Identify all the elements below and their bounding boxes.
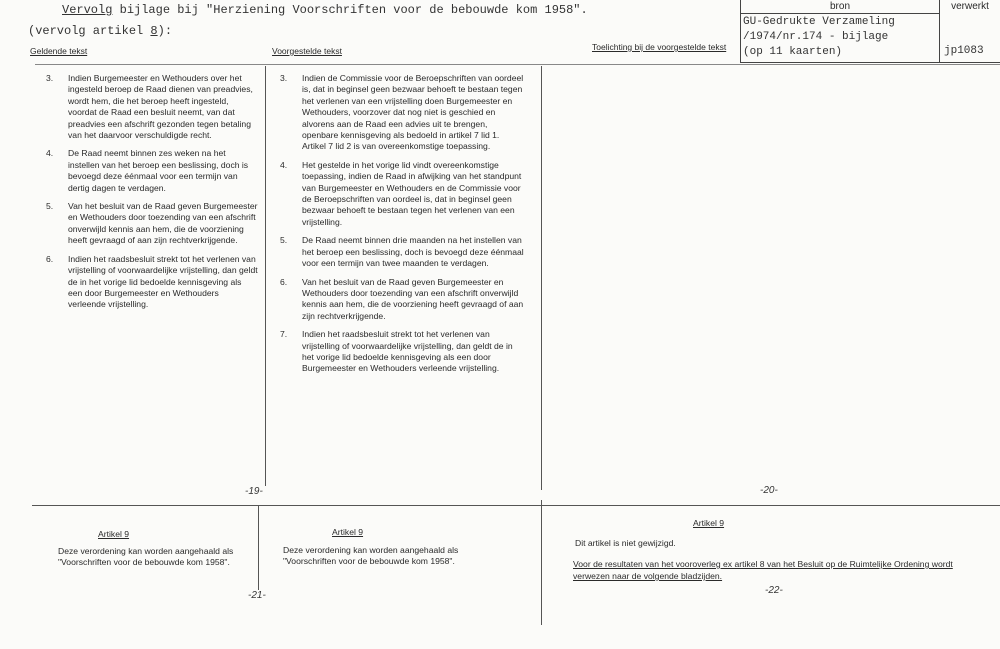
paragraph [46, 148, 258, 194]
title-rest: bijlage bij "Herziening Voorschriften voor de bebouwde kom 1958". [112, 3, 588, 17]
col-heading-proposed: Voorgestelde tekst [272, 46, 342, 56]
paragraph [280, 73, 524, 153]
current-text-column [46, 73, 258, 318]
divider [32, 505, 1000, 506]
bron-line: (op 11 kaarten) [743, 46, 843, 58]
paragraph-text: Het gestelde in het vorige lid vindt overeenkomstige toepassing, indien de Raad in afwijking van het standpunt van Burgemeester en Wethouders en de Commissie voor de Beroepschriften van oordeel is, dat in beginsel geen bezwaar behoeft te bestaan tegen het verlenen van een vrijstelling. [302, 159, 522, 227]
col-heading-current: Geldende tekst [30, 46, 88, 56]
paragraph [280, 159, 524, 228]
subtitle [28, 24, 172, 38]
bron-value [743, 15, 895, 60]
page-number: -19- [245, 486, 263, 497]
paragraph-number: 6. [280, 276, 288, 287]
bron-line: GU-Gedrukte Verzameling [743, 16, 895, 28]
divider [541, 500, 542, 625]
paragraph [280, 235, 524, 269]
col-heading-explanation: Toelichting bij de voorgestelde tekst [592, 42, 727, 52]
paragraph-text: De Raad neemt binnen zes weken na het instellen van het beroep een beslissing, doch is bevoegd deze éénmaal voor een termijn van dertig dagen te verdagen. [68, 148, 249, 193]
paragraph-number: 6. [46, 253, 54, 264]
paragraph [46, 73, 258, 141]
paragraph-number: 4. [46, 148, 54, 159]
page-number: -20- [760, 485, 778, 496]
proposed-text-column [280, 73, 524, 382]
page-number: -22- [765, 585, 783, 596]
divider [258, 505, 259, 590]
subtitle-post: ): [157, 24, 173, 38]
title-prefix: Vervolg [62, 3, 113, 17]
paragraph-number: 3. [46, 73, 54, 83]
paragraph-text: Indien de Commissie voor de Beroepschriften van oordeel is, dat in beginsel geen bezwaar behoeft te bestaan tegen het verlenen van een vrijstelling doen Burgemeester en Wethouders, voorzover dat nog niet is geschied en alvorens aan de Raad een advies uit te brengen, openbare kennisgeving als bedoeld in artikel 7 lid 1. Artikel 7 lid 2 is van overeenkomstige toepassing. [302, 73, 524, 152]
article-text: Dit artikel is niet gewijzigd. [575, 538, 676, 548]
paragraph [46, 201, 258, 247]
subtitle-pre: (vervolg artikel [28, 24, 151, 38]
verwerkt-label: verwerkt [951, 1, 989, 12]
article-heading: Artikel 9 [98, 529, 130, 539]
divider [541, 66, 542, 490]
document-title [62, 3, 588, 17]
divider [265, 66, 266, 486]
verwerkt-value: jp1083 [944, 45, 984, 57]
paragraph-text: Indien Burgemeester en Wethouders over het ingesteld beroep de Raad dienen van preadvies, wordt hem, die het beroep heeft ingesteld, voordat de Raad een besluit neemt, van dat preadvies een afschrift gezonden tegen betaling van het daarvoor verschuldigde recht. [68, 73, 253, 141]
paragraph [280, 329, 524, 375]
subtitle-num: 8 [150, 24, 158, 38]
paragraph-number: 7. [280, 329, 288, 340]
divider [35, 64, 1000, 65]
paragraph-text: Indien het raadsbesluit strekt tot het verlenen van vrijstelling of voorwaardelijke vrijstelling, dan geldt de in het vorige lid bedoelde kennisgeving als een door Burgemeester en Wethouders verleende vrijstelling. [68, 253, 258, 310]
paragraph-text: Van het besluit van de Raad geven Burgemeester en Wethouders door toezending van een afschrift onverwijld kennis aan hem, die de voorziening heeft gevraagd of aan zijn rechtverkrijgende. [302, 276, 524, 321]
explanation-note: Voor de resultaten van het vooroverleg ex artikel 8 van het Besluit op de Ruimtelijke Ordening wordt verwezen naar de volgende bladzijden. [573, 559, 953, 581]
paragraph-text: Indien het raadsbesluit strekt tot het verlenen van vrijstelling of voorwaardelijke vrijstelling, dan geldt de in het vorige lid bedoelde kennisgeving als een door Burgemeester en Wethouders verleende vrijstelling. [302, 329, 513, 374]
paragraph-number: 5. [46, 201, 54, 212]
paragraph-text: De Raad neemt binnen drie maanden na het instellen van het beroep een beslissing, doch is bevoegd deze éénmaal voor een termijn van twee maanden te verdagen. [302, 235, 524, 269]
paragraph-number: 3. [280, 73, 288, 83]
bron-line: /1974/nr.174 - bijlage [743, 31, 889, 43]
bron-label: bron [741, 0, 940, 14]
paragraph-number: 4. [280, 159, 288, 170]
paragraph-text: Van het besluit van de Raad geven Burgemeester en Wethouders door toezending van een afschrift onverwijld kennis aan hem, die de voorziening heeft gevraagd of aan zijn rechtverkrijgende. [68, 201, 258, 246]
article-heading: Artikel 9 [332, 527, 364, 537]
paragraph-number: 5. [280, 235, 288, 246]
paragraph [46, 253, 258, 311]
page-number: -21- [248, 590, 266, 601]
article-text: Deze verordening kan worden aangehaald als "Voorschriften voor de bebouwde kom 1958". [58, 546, 234, 567]
article-text: Deze verordening kan worden aangehaald als "Voorschriften voor de bebouwde kom 1958". [283, 545, 459, 566]
paragraph [280, 276, 524, 323]
article-heading: Artikel 9 [693, 518, 725, 528]
source-box [740, 0, 1000, 63]
